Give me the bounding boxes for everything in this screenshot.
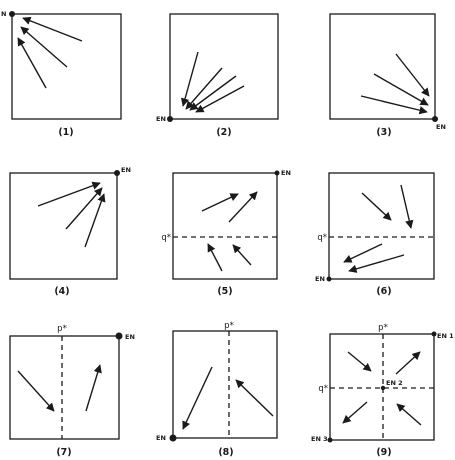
panel-5-q-star-label: q* [161,233,171,243]
panel-2-equilibrium-dot [167,116,173,122]
panel-6-en-label: EN [315,275,325,283]
panel-1 [1,10,121,138]
panel-8-arrow [236,380,273,416]
panel-4-caption: (4) [54,286,70,297]
panel-6-caption: (6) [376,286,392,297]
panel-2-arrow [190,76,236,110]
panel-1-en-label: N [1,10,7,18]
panel-1-caption: (1) [58,127,74,138]
panel-5-caption: (5) [217,286,233,297]
panel-6-arrow [401,185,411,228]
panel-5-en-label: EN [281,169,291,177]
panel-7-caption: (7) [56,447,72,458]
panel-4 [10,166,131,297]
panel-7-arrow [18,371,54,411]
panel-8-en-label: EN [156,434,166,442]
panel-4-equilibrium-dot [114,170,120,176]
panel-4-en-label: EN [121,166,131,174]
panel-9-equilibrium-dot-2 [381,386,385,390]
panel-2-frame [170,14,278,119]
panel-5-arrow [202,194,238,211]
panel-4-arrow [85,194,104,247]
panel-6-arrow [349,255,404,271]
panel-9-q-star-label: q* [318,384,328,394]
panel-9-en2-label: EN 2 [386,379,403,387]
panel-2-en-label: EN [156,115,166,123]
panel-7-arrow [86,365,100,411]
panel-9-arrow [343,402,367,423]
panel-8-caption: (8) [218,447,234,458]
panel-9-caption: (9) [376,447,392,458]
panel-5-arrow [208,244,222,271]
panel-3 [330,14,446,138]
panel-6-equilibrium-dot [327,277,332,282]
panel-7-p-star-label: p* [57,324,67,334]
panel-5 [161,169,291,297]
panel-7-equilibrium-dot [116,333,123,340]
panel-6 [315,173,434,297]
panel-8-p-star-label: p* [224,321,234,331]
panel-9-equilibrium-dot-3 [328,438,333,443]
panel-5-equilibrium-dot [275,171,280,176]
panel-7-en-label: EN [125,333,135,341]
panel-9-p-star-label: p* [378,323,388,333]
panel-3-frame [330,14,435,119]
panel-9-arrow [396,352,420,374]
panel-7-frame [10,336,119,439]
panel-6-arrow [344,244,382,262]
panel-9 [311,323,454,458]
panel-8-frame [173,331,277,438]
panel-3-arrow [374,74,428,105]
panel-5-frame [173,173,277,279]
panel-2-caption: (2) [216,127,232,138]
panel-6-frame [329,173,434,279]
panel-3-equilibrium-dot [432,116,438,122]
panel-2 [156,14,278,138]
panel-8-arrow [183,367,212,429]
panel-5-arrow [233,245,251,265]
panel-6-arrow [362,193,391,220]
panel-3-en-label: EN [436,123,446,131]
panel-1-arrow [23,18,82,41]
panel-8 [156,321,277,458]
panel-7 [10,324,135,458]
panel-3-caption: (3) [376,127,392,138]
panel-1-equilibrium-dot [9,11,15,17]
panel-9-arrow [348,352,371,371]
panel-9-en1-label: EN 1 [437,332,454,340]
panel-9-en3-label: EN 3 [311,435,328,443]
panel-9-equilibrium-dot-1 [432,332,437,337]
panel-4-arrow [38,183,100,206]
panel-8-equilibrium-dot [170,435,177,442]
panel-6-q-star-label: q* [317,233,327,243]
panel-9-arrow [397,404,421,425]
